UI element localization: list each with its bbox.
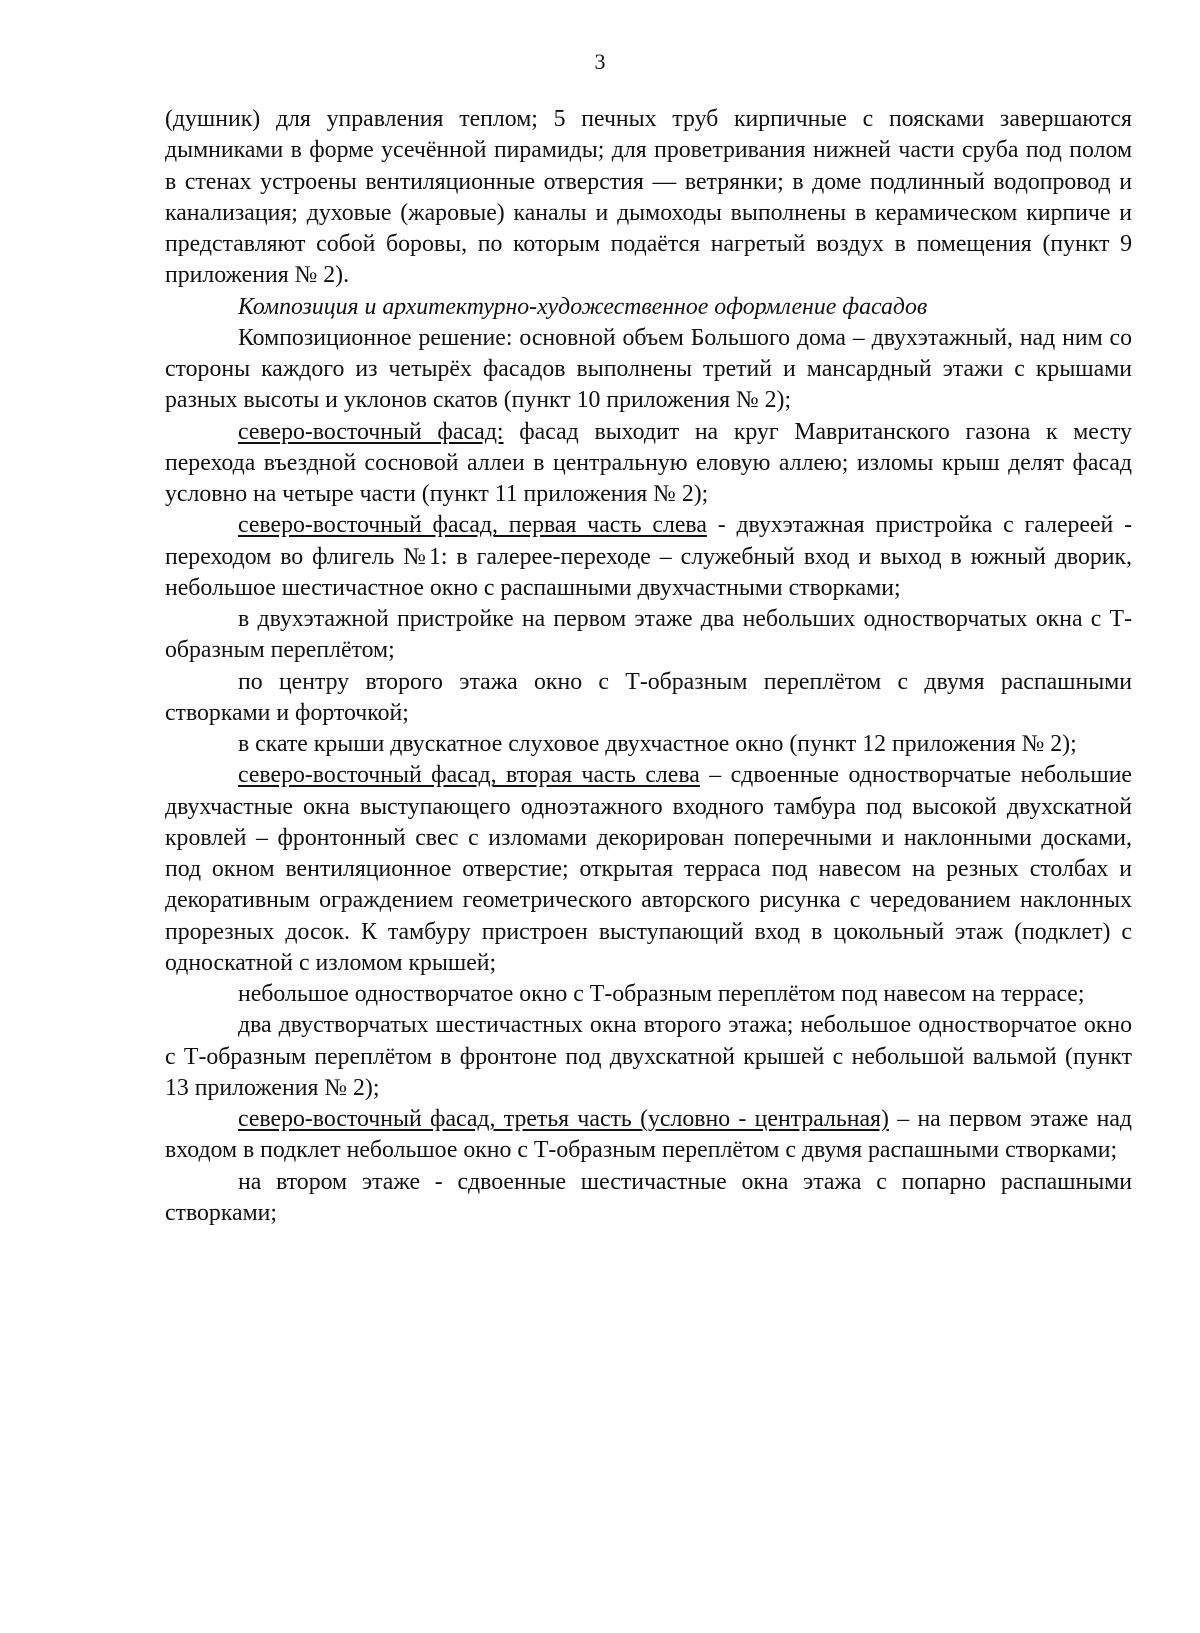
paragraph <box>165 979 1132 1010</box>
paragraph-text: – на первом этаже над входом в подклет небольшое окно с Т-образным переплётом с двумя распашными створками; <box>165 1106 1132 1164</box>
paragraph <box>165 104 1132 292</box>
paragraph-text: по центру второго этажа окно с Т-образным переплётом с двумя распашными створками и форточкой; <box>165 668 1132 726</box>
section-heading <box>165 292 1132 323</box>
underlined-term: северо-восточный фасад: <box>238 418 504 445</box>
paragraph-text: два двустворчатых шестичастных окна второго этажа; небольшое одностворчатое окно с Т-образным переплётом в фронтоне под двухскатной крышей с небольшой вальмой (пункт 13 приложения № 2); <box>165 1012 1132 1101</box>
paragraph <box>165 667 1132 730</box>
paragraph-text: Композиция и архитектурно-художественное оформление фасадов <box>238 293 928 320</box>
paragraph-text: (душник) для управления теплом; 5 печных труб кирпичные с поясками завершаются дымниками в форме усечённой пирамиды; для проветривания нижней части сруба под полом в стенах устроены вентиляционные отверстия — ветрянки; в доме подлинный водопровод и канализация; духовые (жаровые) каналы и дымоходы выполнены в керамическом кирпиче и представляют собой боровы, по которым подаётся нагретый воздух в помещения (пункт 9 приложения № 2). <box>165 106 1132 289</box>
paragraph-text: – сдвоенные одностворчатые небольшие двухчастные окна выступающего одноэтажного входного тамбура под высокой двухскатной кровлей – фронтонный свес с изломами декорирован поперечными и наклонными досками, под окном вентиляционное отверстие; открытая терраса под навесом на резных столбах и декоративным ограждением геометрического авторского рисунка с чередованием наклонных прорезных досок. К тамбуру пристроен выступающий вход в цокольный этаж (подклет) с односкатной с изломом крышей; <box>165 762 1132 976</box>
document-body <box>165 104 1132 1229</box>
paragraph-text: Композиционное решение: основной объем Большого дома – двухэтажный, над ним со стороны каждого из четырёх фасадов выполнены третий и мансардный этажи с крышами разных высоты и уклонов скатов (пункт 10 приложения № 2); <box>165 324 1132 414</box>
paragraph <box>165 604 1132 667</box>
paragraph-text: в скате крыши двускатное слуховое двухчастное окно (пункт 12 приложения № 2); <box>238 731 1077 757</box>
paragraph <box>165 417 1132 511</box>
paragraph <box>165 1104 1132 1167</box>
paragraph-text: небольшое одностворчатое окно с Т-образным переплётом под навесом на террасе; <box>238 981 1085 1007</box>
paragraph-text: в двухэтажной пристройке на первом этаже два небольших одностворчатых окна с Т-образным переплётом; <box>165 606 1132 664</box>
paragraph-text: фасад выходит на круг Мавританского газона к месту перехода въездной сосновой аллеи в центральную еловую аллею; изломы крыш делят фасад условно на четыре части (пункт 11 приложения № 2); <box>165 418 1132 507</box>
paragraph <box>165 1167 1132 1230</box>
paragraph <box>165 760 1132 979</box>
underlined-term: северо-восточный фасад, первая часть слева <box>238 512 707 539</box>
underlined-term: северо-восточный фасад, третья часть (условно - центральная) <box>238 1106 889 1132</box>
paragraph <box>165 323 1132 417</box>
underlined-term: северо-восточный фасад, вторая часть слева <box>238 762 700 789</box>
paragraph <box>165 729 1132 760</box>
paragraph-text: - двухэтажная пристройка с галереей - переходом во флигель №1: в галерее-переходе – служебный вход и выход в южный дворик, небольшое шестичастное окно с распашными двухчастными створками; <box>165 512 1132 601</box>
paragraph <box>165 1010 1132 1104</box>
paragraph-text: на втором этаже - сдвоенные шестичастные окна этажа с попарно распашными створками; <box>165 1168 1132 1226</box>
paragraph <box>165 510 1132 604</box>
page-number: 3 <box>594 49 606 74</box>
